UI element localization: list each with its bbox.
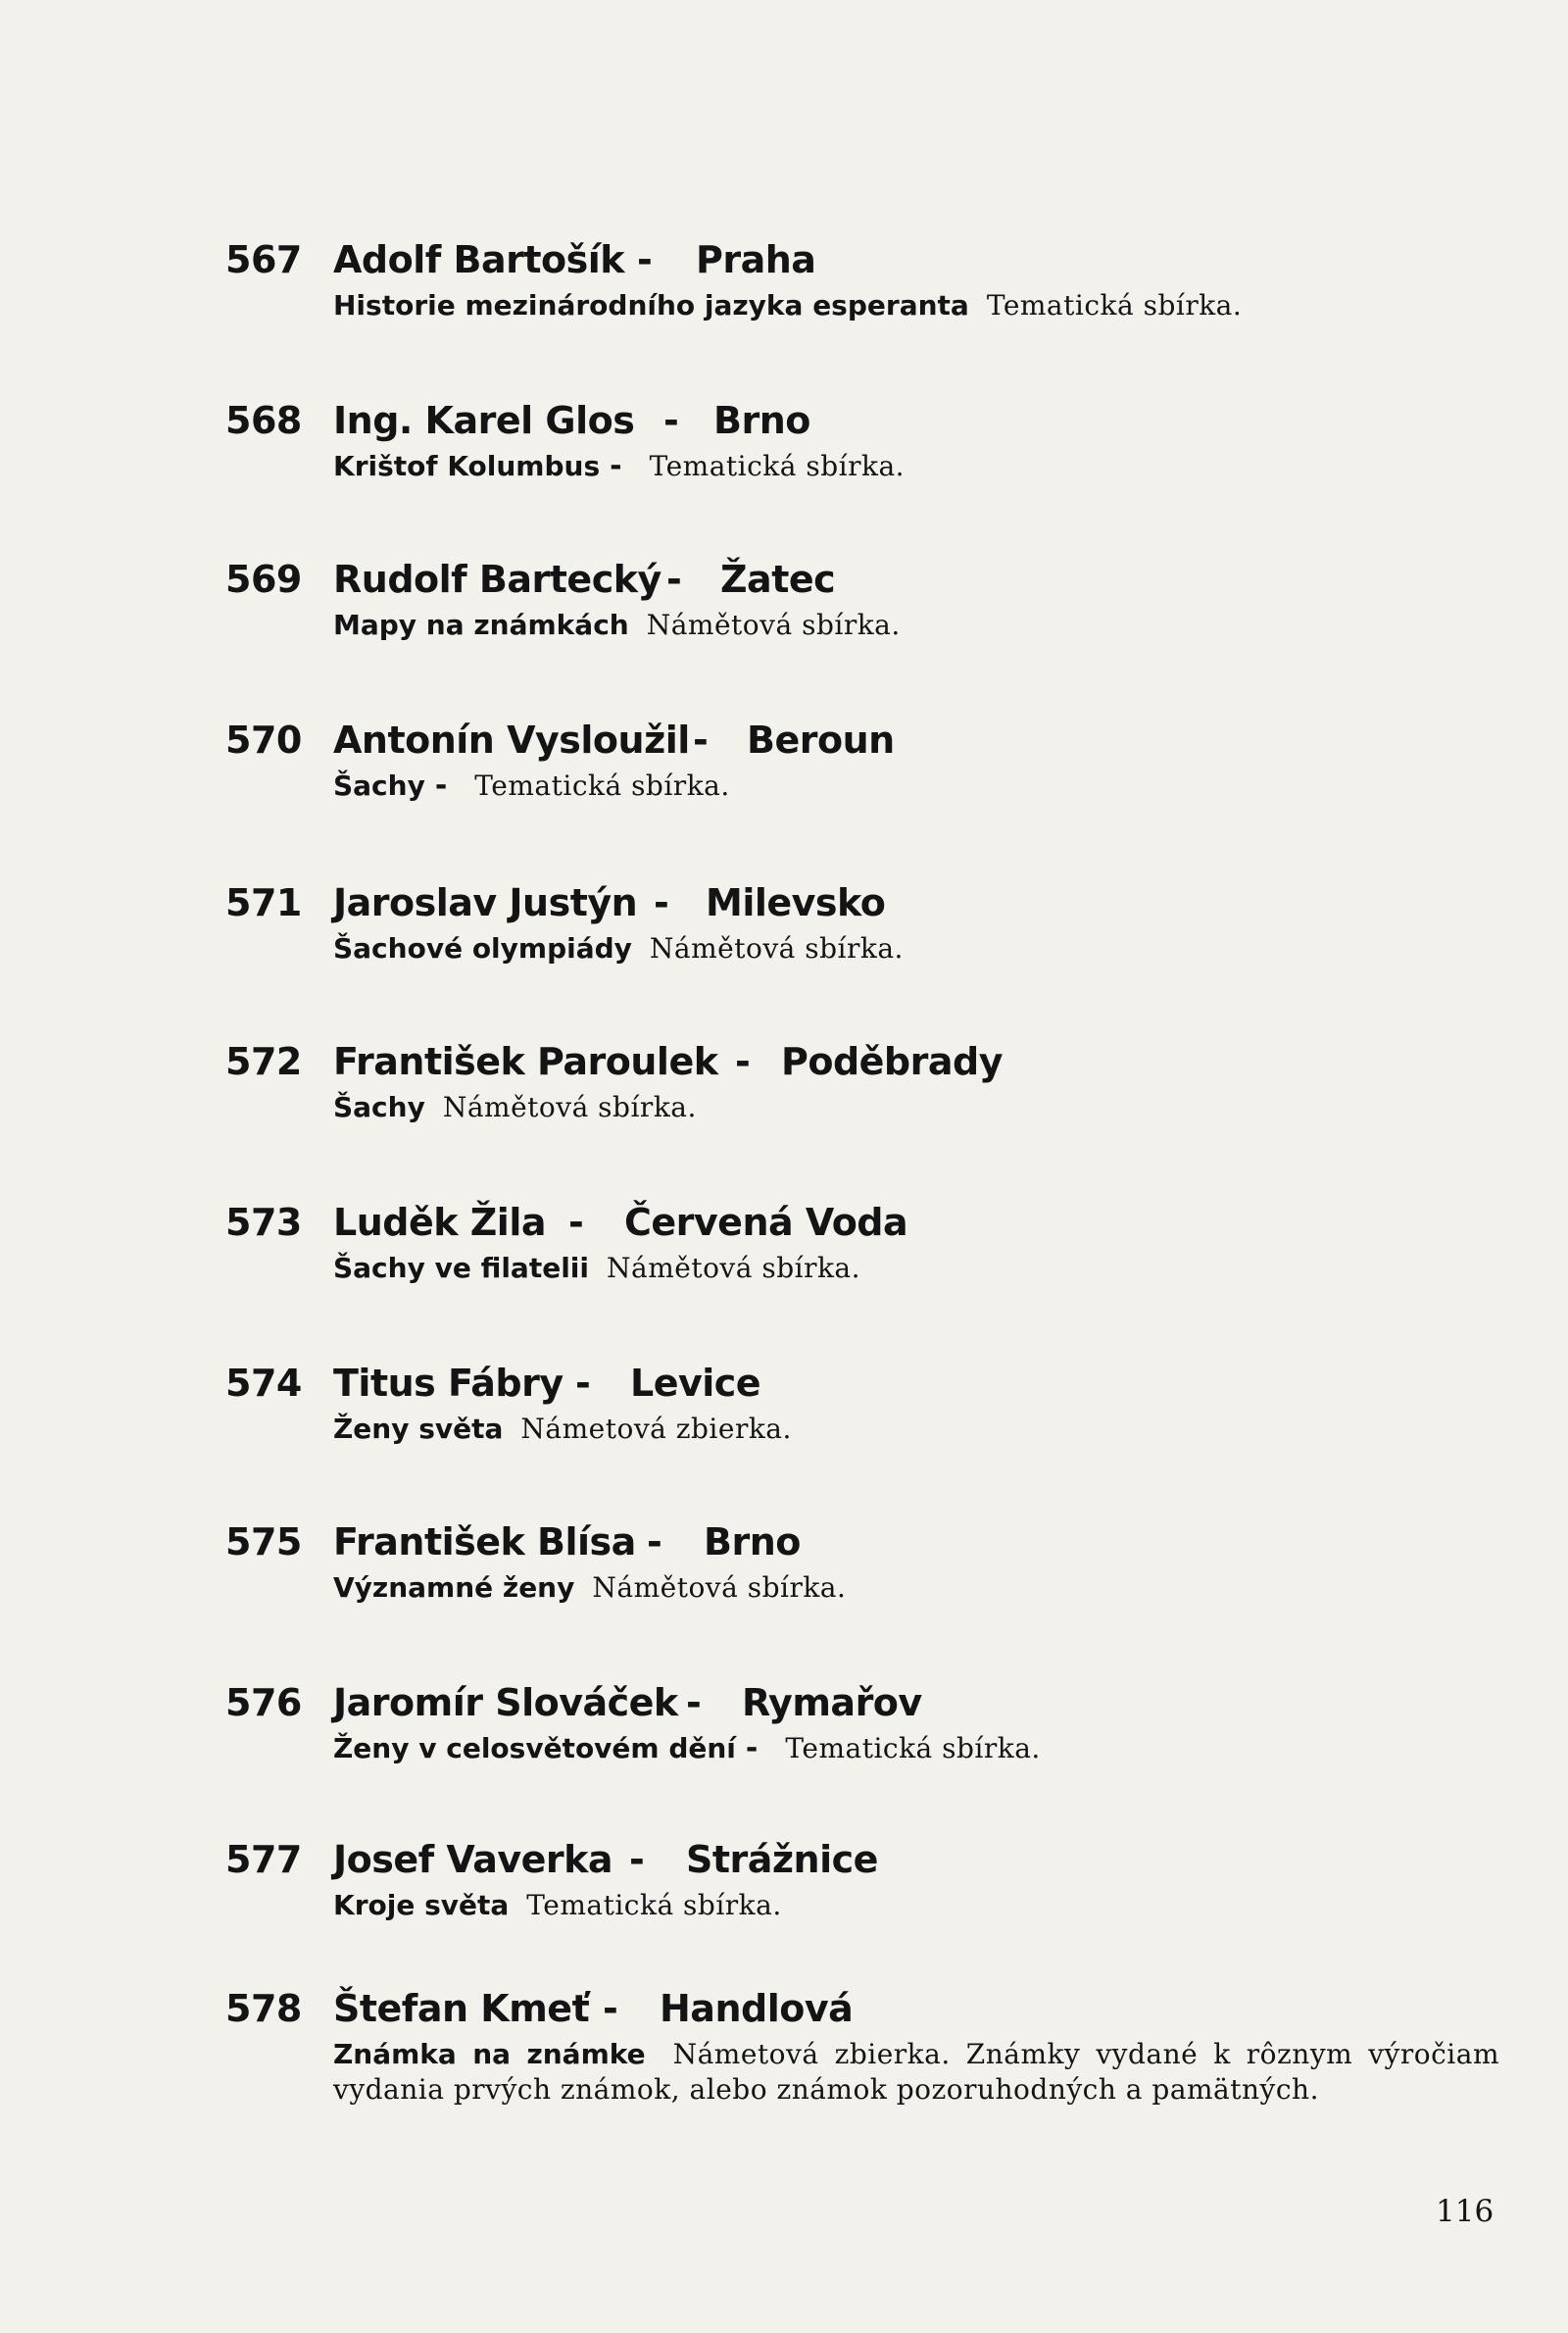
entry-number: 568 bbox=[225, 399, 302, 442]
entry-name: Titus Fábry bbox=[333, 1362, 564, 1405]
entry-name: Ing. Karel Glos bbox=[333, 399, 635, 442]
entry-heading bbox=[225, 396, 1499, 445]
entry-description bbox=[333, 288, 1499, 323]
page-number: 116 bbox=[1436, 2194, 1494, 2229]
entry-description bbox=[333, 449, 1499, 484]
entry-collection: Námětová sbírka. bbox=[649, 932, 904, 965]
entry-subject: Mapy na známkách bbox=[333, 609, 629, 641]
entry-subject: Šachy ve filatelii bbox=[333, 1252, 589, 1284]
entry-name: Štefan Kmeť bbox=[333, 1987, 590, 2030]
entry-subject: Ženy světa bbox=[333, 1413, 504, 1445]
entry-subject: Krištof Kolumbus bbox=[333, 450, 601, 482]
entry-name: Rudolf Bartecký bbox=[333, 558, 662, 601]
entry-number: 567 bbox=[225, 238, 302, 281]
entry-number: 577 bbox=[225, 1838, 302, 1881]
entry-place: Rymařov bbox=[742, 1681, 922, 1724]
entry-subject: Šachy bbox=[333, 769, 425, 802]
entry-name: František Blísa bbox=[333, 1520, 636, 1564]
entry-dash: - bbox=[610, 449, 622, 483]
entry-place: Poděbrady bbox=[781, 1040, 1003, 1083]
entry-574 bbox=[225, 1359, 1499, 1447]
entry-collection: Námětová sbírka. bbox=[592, 1571, 847, 1604]
entry-number: 575 bbox=[225, 1520, 302, 1564]
entry-separator: - bbox=[693, 719, 709, 762]
entry-572 bbox=[225, 1037, 1499, 1125]
entry-number: 573 bbox=[225, 1201, 302, 1244]
entry-name: Jaromír Slováček bbox=[333, 1681, 678, 1724]
entry-573 bbox=[225, 1198, 1499, 1286]
entry-description bbox=[333, 1090, 1499, 1125]
entry-number: 569 bbox=[225, 558, 302, 601]
entry-subject: Ženy v celosvětovém dění bbox=[333, 1732, 736, 1764]
entry-collection: Námětová sbírka. bbox=[646, 609, 901, 641]
entry-description bbox=[333, 1570, 1499, 1606]
entry-separator: - bbox=[647, 1520, 662, 1564]
entry-subject: Známka na známke bbox=[333, 2038, 646, 2070]
entry-separator: - bbox=[568, 1201, 584, 1244]
entry-number: 570 bbox=[225, 719, 302, 762]
entry-dash: - bbox=[745, 1731, 759, 1765]
entry-description bbox=[333, 769, 1499, 804]
entry-subject: Šachové olympiády bbox=[333, 932, 632, 965]
entry-570 bbox=[225, 716, 1499, 804]
entry-description bbox=[333, 1731, 1499, 1766]
entry-571 bbox=[225, 878, 1499, 967]
entry-description bbox=[333, 1412, 1499, 1447]
entry-separator: - bbox=[637, 238, 653, 281]
entry-heading bbox=[225, 235, 1499, 284]
entry-heading bbox=[225, 1678, 1499, 1727]
entry-heading bbox=[225, 1198, 1499, 1247]
entry-place: Levice bbox=[630, 1362, 761, 1405]
entry-collection: Námětová sbírka. bbox=[607, 1252, 861, 1284]
entry-place: Beroun bbox=[747, 719, 895, 762]
entry-separator: - bbox=[603, 1987, 618, 2030]
entry-name: František Paroulek bbox=[333, 1040, 718, 1083]
entry-heading bbox=[225, 716, 1499, 765]
entry-name: Luděk Žila bbox=[333, 1201, 546, 1244]
entry-dash: - bbox=[434, 769, 448, 803]
entry-collection: Tematická sbírka. bbox=[785, 1732, 1041, 1764]
entry-heading bbox=[225, 878, 1499, 927]
entry-number: 572 bbox=[225, 1040, 302, 1083]
entry-place: Praha bbox=[696, 238, 816, 281]
entry-577 bbox=[225, 1835, 1499, 1923]
entry-subject: Kroje světa bbox=[333, 1889, 510, 1921]
entry-name: Antonín Vysloužil bbox=[333, 719, 690, 762]
entry-place: Handlová bbox=[660, 1987, 854, 2030]
entry-568 bbox=[225, 396, 1499, 484]
entry-place: Strážnice bbox=[686, 1838, 878, 1881]
entry-576 bbox=[225, 1678, 1499, 1766]
entry-collection: Tematická sbírka. bbox=[474, 769, 730, 802]
entry-description bbox=[333, 608, 1499, 643]
entry-collection: Tematická sbírka. bbox=[526, 1889, 782, 1921]
entry-description bbox=[333, 1888, 1499, 1923]
entry-575 bbox=[225, 1517, 1499, 1606]
entry-separator: - bbox=[663, 399, 679, 442]
entry-separator: - bbox=[686, 1681, 702, 1724]
entry-separator: - bbox=[629, 1838, 645, 1881]
entry-collection: Námetová zbierka. Známky vydané k rôznym výročiam vydania prvých známok, alebo známok pozoruhodných a pamätných. bbox=[333, 2038, 1499, 2106]
entry-heading bbox=[225, 1359, 1499, 1408]
entry-collection: Námětová sbírka. bbox=[442, 1091, 697, 1123]
entry-569 bbox=[225, 555, 1499, 643]
entry-place: Brno bbox=[704, 1520, 801, 1564]
entry-collection: Námetová zbierka. bbox=[520, 1413, 792, 1445]
entry-place: Červená Voda bbox=[624, 1201, 908, 1244]
entry-heading bbox=[225, 555, 1499, 604]
entry-place: Brno bbox=[713, 399, 810, 442]
entry-subject: Významné ženy bbox=[333, 1571, 575, 1604]
entry-description bbox=[333, 2037, 1499, 2108]
entry-subject: Šachy bbox=[333, 1091, 425, 1123]
entry-number: 574 bbox=[225, 1362, 302, 1405]
entry-collection: Tematická sbírka. bbox=[986, 289, 1243, 322]
entry-separator: - bbox=[654, 881, 669, 924]
entry-description bbox=[333, 1251, 1499, 1286]
entry-heading bbox=[225, 1835, 1499, 1884]
entry-number: 578 bbox=[225, 1987, 302, 2030]
entry-separator: - bbox=[575, 1362, 591, 1405]
entry-name: Adolf Bartošík bbox=[333, 238, 625, 281]
entry-578 bbox=[225, 1984, 1499, 2108]
entry-number: 576 bbox=[225, 1681, 302, 1724]
entry-separator: - bbox=[735, 1040, 751, 1083]
entry-collection: Tematická sbírka. bbox=[649, 450, 906, 482]
entry-description bbox=[333, 931, 1499, 967]
entry-place: Žatec bbox=[720, 558, 836, 601]
entry-subject: Historie mezinárodního jazyka esperanta bbox=[333, 289, 969, 322]
entry-heading bbox=[225, 1517, 1499, 1566]
entry-heading bbox=[225, 1984, 1499, 2033]
entry-number: 571 bbox=[225, 881, 302, 924]
entry-place: Milevsko bbox=[706, 881, 886, 924]
entry-name: Jaroslav Justýn bbox=[333, 881, 638, 924]
entry-name: Josef Vaverka bbox=[333, 1838, 613, 1881]
entry-separator: - bbox=[666, 558, 682, 601]
entry-heading bbox=[225, 1037, 1499, 1086]
entry-567 bbox=[225, 235, 1499, 323]
